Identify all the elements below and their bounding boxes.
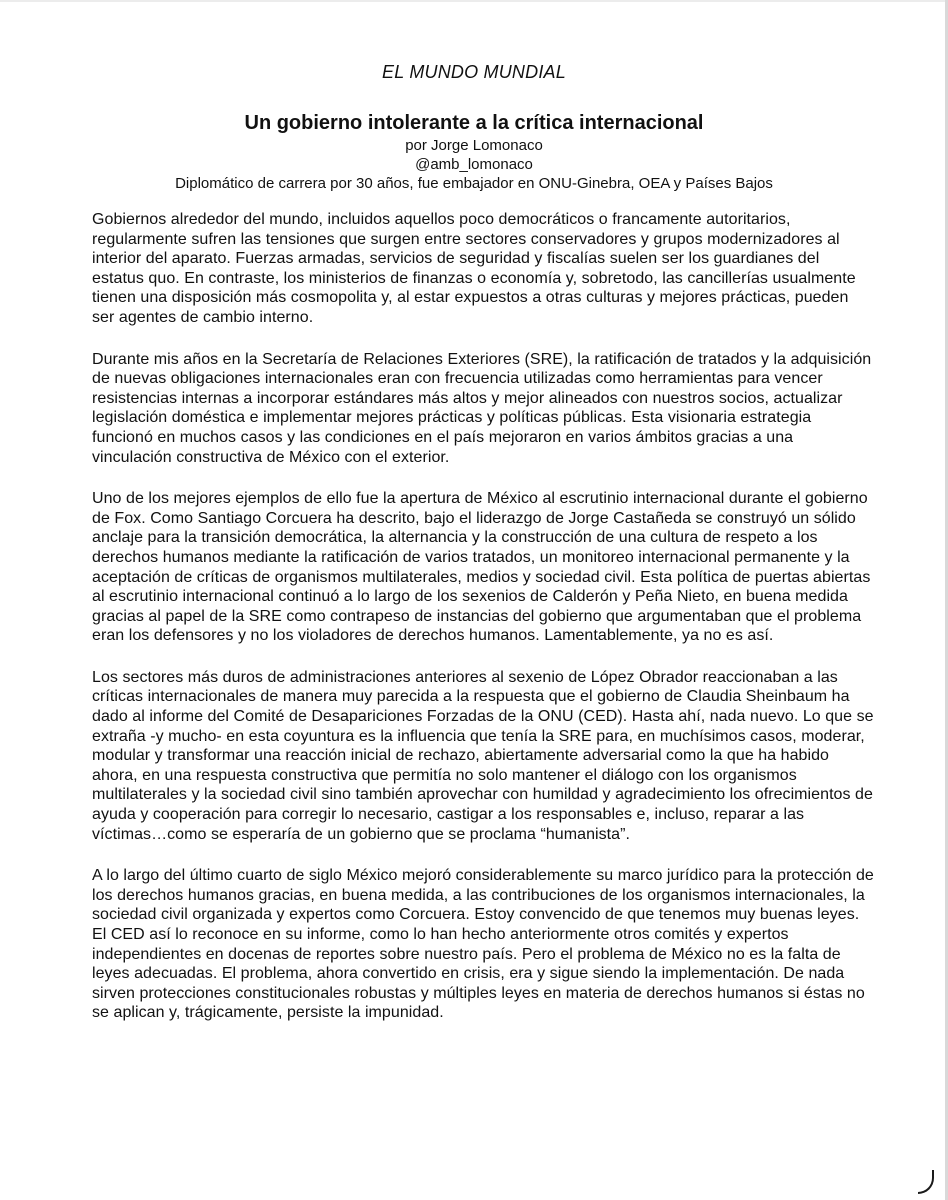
byline-handle: @amb_lomonaco xyxy=(415,156,533,173)
page-curl-mark xyxy=(918,1170,934,1194)
article-body xyxy=(92,210,874,1045)
article-paragraph-2: Durante mis años en la Secretaría de Relaciones Exteriores (SRE), la ratificación de tratados y la adquisición de nuevas obligaciones internacionales eran con frecuencia utilizadas como herramientas para vencer resistencias internas a incorporar estándares más altos y mejor alineados con nuestros socios, actualizar legislación doméstica e implementar mejores prácticas y políticas públicas. Esta visionaria estrategia funcionó en muchos casos y las condiciones en el país mejoraron en varios ámbitos gracias a una vinculación constructiva de México con el exterior. xyxy=(92,350,872,466)
byline-author: por Jorge Lomonaco xyxy=(405,137,543,154)
page-top-edge xyxy=(0,0,948,2)
article-paragraph-1: Gobiernos alrededor del mundo, incluidos aquellos poco democráticos o francamente autoritarios, regularmente sufren las tensiones que surgen entre sectores conservadores y grupos modernizadores al interior del aparato. Fuerzas armadas, servicios de seguridad y fiscalías suelen ser los guardianes del estatus quo. En contraste, los ministerios de finanzas o economía y, sobretodo, las cancillerías usualmente tienen una disposición más cosmopolita y, al estar expuestos a otras culturas y mejores prácticas, pueden ser agentes de cambio interno. xyxy=(92,211,856,326)
article-header xyxy=(0,60,948,193)
article-headline: Un gobierno intolerante a la crítica internacional xyxy=(244,112,704,134)
publication-name: EL MUNDO MUNDIAL xyxy=(382,62,566,82)
article-paragraph-4: Los sectores más duros de administraciones anteriores al sexenio de López Obrador reaccionaban a las críticas internacionales de manera muy parecida a la respuesta que el gobierno de Claudia Sheinbaum ha dado al informe del Comité de Desapariciones Forzadas de la ONU (CED). Hasta ahí, nada nuevo. Lo que se extraña -y mucho- en esta coyuntura es la influencia que tenía la SRE para, en muchísimos casos, moderar, modular y transformar una reacción inicial de rechazo, abiertamente adversarial como la que ha habido ahora, en una respuesta constructiva que permitía no solo mantener el diálogo con los organismos multilaterales y la sociedad civil sino también aprovechar con humildad y agradecimiento los ofrecimientos de ayuda y cooperación para corregir lo necesario, castigar a los responsables e, incluso, reparar a las víctimas…como se esperaría de un gobierno que se proclama “humanista”. xyxy=(92,668,874,843)
article-paragraph-5: A lo largo del último cuarto de siglo México mejoró considerablemente su marco jurídico para la protección de los derechos humanos gracias, en buena medida, a las contribuciones de los organismos internacionales, la sociedad civil organizada y expertos como Corcuera. Estoy convencido de que tenemos muy buenas leyes. El CED así lo reconoce en su informe, como lo han hecho anteriormente otros comités y expertos independientes en docenas de reportes sobre nuestro país. Pero el problema de México no es la falta de leyes adecuadas. El problema, ahora convertido en crisis, era y sigue siendo la implementación. De nada sirven protecciones constitucionales robustas y múltiples leyes en materia de derechos humanos si éstas no se aplican y, trágicamente, persiste la impunidad. xyxy=(92,867,874,1022)
byline-bio: Diplomático de carrera por 30 años, fue embajador en ONU-Ginebra, OEA y Países Bajos xyxy=(175,175,773,192)
article-paragraph-3: Uno de los mejores ejemplos de ello fue la apertura de México al escrutinio internacional durante el gobierno de Fox. Como Santiago Corcuera ha descrito, bajo el liderazgo de Jorge Castañeda se construyó un sólido anclaje para la transición democrática, la alternancia y la construcción de una cultura de respeto a los derechos humanos mediante la ratificación de varios tratados, un monitoreo internacional permanente y la aceptación de críticas de organismos multilaterales, medios y sociedad civil. Esta política de puertas abiertas al escrutinio internacional continuó a lo largo de los sexenios de Calderón y Peña Nieto, en buena medida gracias al papel de la SRE como contrapeso de instancias del gobierno que argumentaban que el problema eran los defensores y no los violadores de derechos humanos. Lamentablemente, ya no es así. xyxy=(92,490,871,645)
